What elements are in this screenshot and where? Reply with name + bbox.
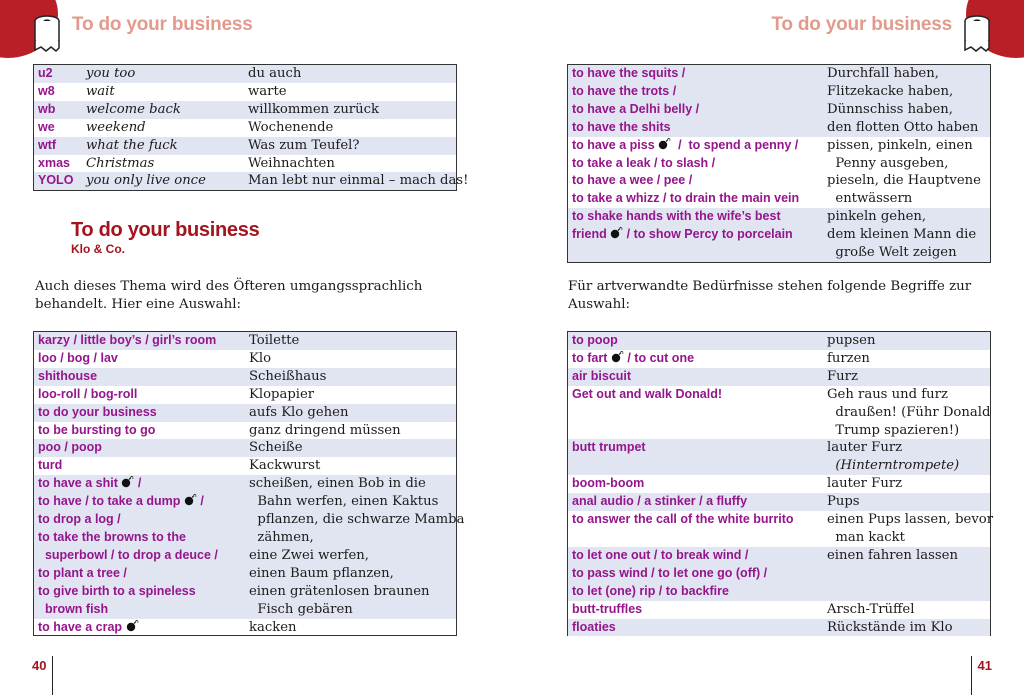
- german-translation: [249, 386, 455, 404]
- german-translation-line: draußen! (Führ Donald: [827, 404, 991, 420]
- german-translation: willkommen zurück: [248, 101, 379, 117]
- english-term-line: to take the browns to the: [38, 529, 186, 544]
- german-translation-line: Bahn werfen, einen Kaktus: [249, 494, 439, 510]
- german-translation-line: Toilette: [249, 333, 300, 348]
- german-translation: [249, 619, 455, 637]
- table-row: [34, 119, 456, 137]
- german-translation-line: Klopapier: [249, 386, 315, 402]
- english-term-line: to drop a log /: [38, 512, 121, 527]
- english-term: [568, 65, 827, 137]
- german-translation-line: Trump spazieren!): [827, 422, 960, 438]
- english-term-line: to have a wee / pee /: [572, 173, 693, 188]
- table-row: [568, 547, 990, 601]
- german-translation: [249, 439, 455, 457]
- german-translation-line: Kackwurst: [249, 458, 321, 474]
- english-term: [34, 350, 249, 368]
- german-translation-line: (Hinterntrompete): [835, 458, 960, 474]
- toilet-roll-icon: [962, 14, 992, 54]
- german-translation-line: einen Baum pflanzen,: [249, 565, 394, 581]
- german-translation: [827, 511, 994, 547]
- page-number-rule-right: [971, 656, 972, 695]
- table-row: [34, 155, 456, 173]
- german-translation-line: Pups: [827, 494, 860, 510]
- table-row: [568, 511, 994, 547]
- english-term: [34, 457, 249, 475]
- bomb-icon: [610, 227, 623, 239]
- abbreviation-meaning: welcome back: [86, 101, 181, 117]
- table-row: [568, 475, 990, 493]
- english-term-line: to have a shit /: [38, 476, 142, 491]
- german-translation-line: Durchfall haben,: [827, 66, 939, 81]
- german-translation-line: Penny ausgeben,: [827, 155, 949, 171]
- german-translation-line: dem kleinen Mann die: [827, 227, 977, 243]
- english-term-line: to have the squits /: [572, 66, 686, 80]
- german-translation: [249, 457, 455, 475]
- table-row: [568, 386, 990, 440]
- english-term-line: to fart / to cut one: [572, 350, 695, 365]
- table-row: [34, 619, 456, 637]
- english-term-line: air biscuit: [572, 368, 632, 383]
- german-translation-line: lauter Furz: [827, 440, 903, 456]
- german-translation-line: pupsen: [827, 333, 876, 348]
- abbreviation: YOLO: [38, 173, 74, 188]
- english-term: [568, 547, 827, 601]
- english-term: [34, 439, 249, 457]
- running-title-left: To do your business: [72, 14, 253, 35]
- german-translation-line: aufs Klo gehen: [249, 404, 349, 420]
- english-term: [568, 493, 827, 511]
- german-translation-line: pissen, pinkeln, einen: [827, 137, 973, 153]
- abbreviation-meaning: what the fuck: [86, 137, 178, 153]
- english-term: [568, 332, 827, 350]
- german-translation-line: man kackt: [827, 529, 905, 545]
- english-term: [568, 208, 827, 244]
- english-term: [568, 511, 827, 529]
- english-term-line: to plant a tree /: [38, 565, 127, 580]
- english-term: [34, 619, 249, 637]
- abbreviation: w8: [38, 83, 55, 98]
- table-row: [34, 83, 456, 101]
- german-translation: [827, 601, 990, 619]
- english-term: [568, 368, 827, 386]
- english-term: [34, 368, 249, 386]
- abbreviation-meaning: you too: [86, 66, 136, 81]
- bomb-icon: [184, 494, 197, 506]
- abbreviation-table: [33, 64, 469, 191]
- german-translation-line: pflanzen, die schwarze Mamba: [249, 512, 465, 528]
- english-term-line: to let one out / to break wind /: [572, 547, 749, 562]
- german-translation: [827, 439, 990, 475]
- german-translation: [827, 619, 990, 637]
- english-term-line: poo / poop: [38, 440, 102, 455]
- english-term-line: anal audio / a stinker / a fluffy: [572, 494, 748, 509]
- table-row: [568, 439, 990, 475]
- english-term-line: to have a crap: [38, 619, 249, 637]
- english-term: [568, 350, 827, 368]
- page-number-left: 40: [32, 658, 47, 673]
- table-row: [568, 137, 990, 209]
- table-row: [568, 368, 990, 386]
- german-translation-line: den flotten Otto haben: [827, 119, 979, 135]
- abbreviation: we: [38, 119, 55, 134]
- table-row: [34, 439, 456, 457]
- german-translation: [827, 475, 990, 493]
- english-term-line: to do your business: [38, 404, 157, 419]
- german-translation: [249, 475, 465, 618]
- table-row: [568, 619, 990, 637]
- german-translation-line: Scheiße: [249, 440, 303, 456]
- german-translation: [249, 368, 455, 386]
- german-translation: [249, 422, 455, 440]
- table-row: [34, 332, 456, 350]
- german-translation-line: zähmen,: [249, 529, 314, 545]
- german-translation: [249, 332, 455, 350]
- table-row: [568, 332, 990, 350]
- english-term-line: floaties: [572, 619, 616, 634]
- english-term-line: to take a whizz / to drain the main vein: [572, 191, 800, 206]
- german-translation: [827, 65, 990, 137]
- german-translation-line: pinkeln gehen,: [827, 209, 927, 225]
- german-translation-line: Klo: [249, 350, 272, 366]
- english-term: [568, 601, 827, 619]
- german-translation-line: Geh raus und furz: [827, 386, 948, 402]
- english-term: [34, 404, 249, 422]
- english-term-line: to have / to take a dump /: [38, 494, 204, 509]
- german-translation-line: pieseln, die Hauptvene: [827, 173, 981, 189]
- english-term-line: to shake hands with the wife’s best: [572, 209, 781, 224]
- abbreviation-meaning: weekend: [86, 119, 146, 135]
- german-translation-line: ganz dringend müssen: [249, 422, 401, 438]
- table-row: [34, 368, 456, 386]
- german-translation: [827, 350, 990, 368]
- german-translation-line: einen grätenlosen braunen: [249, 583, 430, 599]
- german-translation: [827, 547, 990, 565]
- abbreviation-meaning: Christmas: [86, 155, 155, 171]
- intro-paragraph-right: Für artverwandte Bedürfnisse stehen folgende Begriffe zur Auswahl:: [568, 279, 972, 312]
- german-translation: [827, 208, 990, 262]
- bomb-icon: [611, 351, 624, 363]
- table-row: [34, 404, 456, 422]
- german-translation: [827, 332, 990, 350]
- german-translation-line: Arsch-Trüffel: [827, 601, 915, 617]
- german-translation: [827, 493, 990, 511]
- section-subtitle: Klo & Co.: [71, 242, 125, 256]
- english-term: [568, 439, 827, 457]
- german-translation-line: kacken: [249, 619, 297, 635]
- german-translation-line: Furz: [827, 368, 858, 384]
- abbreviation-meaning: wait: [86, 83, 115, 99]
- english-term-line: to let (one) rip / to backfire: [572, 583, 729, 598]
- german-translation: [827, 368, 990, 386]
- vocab-table-fart: [567, 331, 994, 636]
- table-row: [568, 208, 990, 262]
- english-term-line: Get out and walk Donald!: [572, 386, 723, 401]
- german-translation: [827, 386, 990, 440]
- english-term: [568, 619, 827, 637]
- table-row: [568, 601, 990, 619]
- german-translation-line: einen fahren lassen: [827, 547, 958, 563]
- table-row: [34, 350, 456, 368]
- german-translation: warte: [248, 83, 287, 99]
- english-term-line: to have a piss / to spend a penny /: [572, 137, 799, 152]
- english-term: [34, 475, 249, 618]
- english-term-line: to have the shits: [572, 119, 671, 134]
- german-translation: Was zum Teufel?: [248, 137, 360, 153]
- table-row: [34, 172, 469, 190]
- table-row: [34, 475, 465, 618]
- english-term-line: to poop: [572, 333, 618, 347]
- german-translation: Weihnachten: [248, 155, 335, 171]
- abbreviation: xmas: [38, 155, 70, 170]
- vocab-table-toilet: [33, 331, 465, 636]
- german-translation: Man lebt nur einmal – mach das!: [248, 173, 469, 189]
- abbreviation: wtf: [38, 137, 57, 152]
- german-translation: [827, 137, 990, 209]
- german-translation: Wochenende: [248, 119, 334, 135]
- table-row: [568, 65, 990, 137]
- english-term: [34, 386, 249, 404]
- table-row: [34, 457, 456, 475]
- abbreviation: u2: [38, 66, 53, 80]
- english-term: [34, 332, 249, 350]
- english-term-line: superbowl / to drop a deuce /: [38, 547, 218, 562]
- german-translation-line: einen Pups lassen, bevor: [827, 512, 994, 528]
- german-translation-line: Fisch gebären: [249, 601, 353, 617]
- table-row: [568, 350, 990, 368]
- table-row: [34, 386, 456, 404]
- german-translation-line: Rückstände im Klo: [827, 619, 953, 635]
- bomb-icon: [126, 620, 139, 632]
- toilet-roll-icon: [32, 14, 62, 54]
- page-number-right: 41: [977, 658, 992, 673]
- intro-paragraph-left: Auch dieses Thema wird des Öfteren umgangssprachlich behandelt. Hier eine Auswahl:: [35, 279, 423, 312]
- english-term-line: to have the trots /: [572, 83, 677, 98]
- german-translation: du auch: [248, 66, 302, 81]
- english-term-line: friend / to show Percy to porcelain: [572, 227, 793, 242]
- german-translation-line: große Welt zeigen: [827, 245, 957, 261]
- table-row: [34, 422, 456, 440]
- german-translation: [249, 404, 455, 422]
- english-term: [568, 475, 827, 493]
- english-term-line: brown fish: [38, 601, 109, 616]
- german-translation-line: Dünnschiss haben,: [827, 101, 953, 117]
- abbreviation: wb: [38, 101, 56, 116]
- english-term-line: to have a Delhi belly /: [572, 101, 700, 116]
- english-term-line: butt trumpet: [572, 440, 646, 455]
- german-translation-line: scheißen, einen Bob in die: [249, 476, 426, 492]
- english-term-line: butt-truffles: [572, 601, 643, 616]
- table-row: [34, 137, 456, 155]
- table-row: [34, 101, 456, 119]
- english-term-line: to give birth to a spineless: [38, 583, 196, 598]
- vocab-table-diarrhoea-pee: [567, 64, 991, 263]
- english-term: [568, 386, 827, 404]
- english-term-line: loo / bog / lav: [38, 350, 118, 365]
- english-term: [34, 422, 249, 440]
- english-term-line: loo-roll / bog-roll: [38, 386, 138, 401]
- english-term-line: to answer the call of the white burrito: [572, 512, 794, 527]
- german-translation: [249, 350, 455, 368]
- english-term-line: karzy / little boy’s / girl’s room: [38, 333, 217, 347]
- german-translation-line: furzen: [827, 350, 870, 366]
- english-term-line: to take a leak / to slash /: [572, 155, 716, 170]
- english-term: [568, 137, 827, 209]
- english-term-line: to be bursting to go: [38, 422, 156, 437]
- bomb-icon: [121, 476, 134, 488]
- german-translation-line: Scheißhaus: [249, 368, 327, 384]
- german-translation-line: lauter Furz: [827, 476, 903, 492]
- german-translation-line: entwässern: [827, 191, 913, 207]
- running-title-right: To do your business: [771, 14, 952, 35]
- table-row: [568, 493, 990, 511]
- abbreviation-meaning: you only live once: [86, 173, 206, 189]
- section-title: To do your business: [71, 219, 260, 241]
- english-term-line: shithouse: [38, 368, 98, 383]
- english-term-line: turd: [38, 458, 63, 473]
- bomb-icon: [658, 138, 671, 150]
- german-translation-line: Flitzekacke haben,: [827, 83, 954, 99]
- english-term-line: to pass wind / to let one go (off) /: [572, 565, 768, 580]
- page-number-rule-left: [52, 656, 53, 695]
- english-term-line: boom-boom: [572, 476, 645, 491]
- german-translation-line: eine Zwei werfen,: [249, 547, 369, 563]
- table-row: [34, 65, 456, 83]
